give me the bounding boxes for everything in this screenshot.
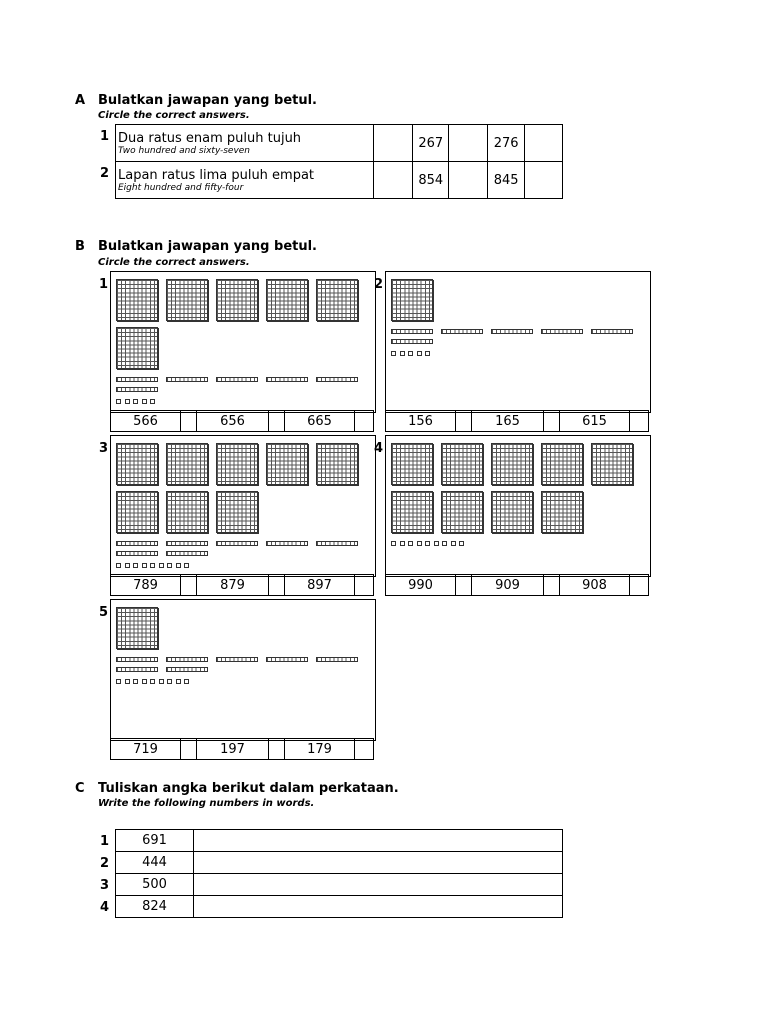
ten-rod-icon [316, 657, 358, 662]
hundred-block-icon [266, 443, 308, 485]
b-option[interactable]: 615 [560, 411, 630, 431]
section-c-subtitle: Write the following numbers in words. [98, 798, 315, 809]
c-answer-field[interactable] [194, 830, 563, 852]
a-question-number: 2 [100, 166, 110, 181]
b-answer-box[interactable] [269, 575, 285, 595]
section-a-table [115, 124, 563, 199]
a-answer-box[interactable] [449, 162, 488, 199]
ten-rod-icon [116, 657, 158, 662]
section-a-subtitle: Circle the correct answers. [98, 110, 250, 121]
hundred-block-icon [216, 443, 258, 485]
ten-rod-icon [216, 541, 258, 546]
one-cube-icon [176, 679, 181, 684]
ten-rod-icon [166, 657, 208, 662]
c-number: 444 [116, 852, 194, 874]
hundred-block-icon [116, 443, 158, 485]
a-option[interactable]: 854 [413, 162, 449, 199]
one-cube-icon [116, 563, 121, 568]
hundred-block-icon [216, 491, 258, 533]
b-question-number: 1 [99, 277, 109, 292]
b-answer-box[interactable] [269, 411, 285, 431]
one-cube-icon [142, 399, 147, 404]
b-answer-box[interactable] [544, 411, 560, 431]
b-option[interactable]: 719 [111, 739, 181, 759]
ten-rod-icon [491, 329, 533, 334]
one-cube-icon [391, 541, 396, 546]
a-row [116, 162, 563, 199]
ten-rod-icon [116, 551, 158, 556]
one-cube-icon [142, 679, 147, 684]
hundred-block-icon [391, 491, 433, 533]
hundred-block-icon [166, 491, 208, 533]
b-question-number: 3 [99, 441, 109, 456]
b-option[interactable]: 156 [386, 411, 456, 431]
hundred-block-icon [166, 279, 208, 321]
b-option[interactable]: 665 [285, 411, 355, 431]
b-option[interactable]: 908 [560, 575, 630, 595]
ten-rod-icon [216, 377, 258, 382]
one-cube-icon [451, 541, 456, 546]
a-malay-text: Lapan ratus lima puluh empat [118, 167, 315, 183]
ten-rod-icon [391, 329, 433, 334]
ten-rod-icon [441, 329, 483, 334]
ten-rod-icon [116, 667, 158, 672]
a-option[interactable]: 276 [488, 125, 525, 162]
b-answer-box[interactable] [544, 575, 560, 595]
ten-rod-icon [216, 657, 258, 662]
c-number: 500 [116, 874, 194, 896]
one-cube-icon [133, 399, 138, 404]
hundred-block-icon [541, 491, 583, 533]
one-cube-icon [425, 351, 430, 356]
hundred-block-icon [441, 443, 483, 485]
c-row [116, 874, 563, 896]
b-answer-box[interactable] [181, 575, 197, 595]
b-answer-box[interactable] [630, 575, 648, 595]
hundred-block-icon [541, 443, 583, 485]
hundred-block-icon [116, 327, 158, 369]
one-cube-icon [434, 541, 439, 546]
one-cube-icon [116, 679, 121, 684]
one-cube-icon [425, 541, 430, 546]
one-cube-icon [442, 541, 447, 546]
one-cube-icon [417, 351, 422, 356]
b-answer-box[interactable] [630, 411, 648, 431]
ten-rod-icon [116, 541, 158, 546]
a-row [116, 125, 563, 162]
hundred-block-icon [316, 443, 358, 485]
b-option[interactable]: 990 [386, 575, 456, 595]
one-cube-icon [125, 563, 130, 568]
one-cube-icon [408, 351, 413, 356]
ten-rod-icon [266, 541, 308, 546]
c-row [116, 852, 563, 874]
ten-rod-icon [266, 377, 308, 382]
one-cube-icon [125, 399, 130, 404]
c-question-number: 4 [100, 900, 110, 915]
section-a-title: Bulatkan jawapan yang betul. [98, 93, 317, 108]
ten-rod-icon [116, 377, 158, 382]
one-cube-icon [459, 541, 464, 546]
ten-rod-icon [591, 329, 633, 334]
one-cube-icon [159, 563, 164, 568]
b-answer-box[interactable] [269, 739, 285, 759]
one-cube-icon [391, 351, 396, 356]
hundred-block-icon [166, 443, 208, 485]
ten-rod-icon [116, 387, 158, 392]
ten-rod-icon [166, 667, 208, 672]
one-cube-icon [133, 679, 138, 684]
b-option[interactable]: 165 [472, 411, 544, 431]
b-answer-box[interactable] [181, 411, 197, 431]
b-option[interactable]: 789 [111, 575, 181, 595]
a-answer-box[interactable] [525, 125, 563, 162]
b-answer-row [110, 410, 374, 432]
hundred-block-icon [116, 279, 158, 321]
a-option[interactable]: 267 [413, 125, 449, 162]
c-question-number: 1 [100, 834, 110, 849]
ten-rod-icon [316, 377, 358, 382]
one-cube-icon [150, 399, 155, 404]
ten-rod-icon [541, 329, 583, 334]
one-cube-icon [125, 679, 130, 684]
one-cube-icon [116, 399, 121, 404]
hundred-block-icon [391, 279, 433, 321]
a-malay-text: Dua ratus enam puluh tujuh [118, 130, 302, 146]
b-option[interactable]: 566 [111, 411, 181, 431]
b-answer-box[interactable] [456, 575, 472, 595]
a-answer-box[interactable] [374, 125, 413, 162]
b-option[interactable]: 897 [285, 575, 355, 595]
b-question-number: 4 [374, 441, 384, 456]
c-number: 691 [116, 830, 194, 852]
hundred-block-icon [391, 443, 433, 485]
hundred-block-icon [266, 279, 308, 321]
ten-rod-icon [166, 551, 208, 556]
c-row [116, 896, 563, 918]
b-answer-box[interactable] [355, 411, 373, 431]
one-cube-icon [150, 679, 155, 684]
b-option[interactable]: 879 [197, 575, 269, 595]
c-answer-field[interactable] [194, 896, 563, 918]
b-answer-box[interactable] [355, 575, 373, 595]
hundred-block-icon [116, 491, 158, 533]
a-english-text: Two hundred and sixty-seven [118, 145, 251, 156]
c-question-number: 3 [100, 878, 110, 893]
b-answer-box[interactable] [355, 739, 373, 759]
c-answer-field[interactable] [194, 852, 563, 874]
a-answer-box[interactable] [449, 125, 488, 162]
c-answer-field[interactable] [194, 874, 563, 896]
b-option[interactable]: 197 [197, 739, 269, 759]
section-b-title: Bulatkan jawapan yang betul. [98, 239, 317, 254]
b-option[interactable]: 179 [285, 739, 355, 759]
b-question-number: 5 [99, 605, 109, 620]
b-answer-box[interactable] [181, 739, 197, 759]
one-cube-icon [184, 563, 189, 568]
c-row [116, 830, 563, 852]
b-option[interactable]: 909 [472, 575, 544, 595]
one-cube-icon [184, 679, 189, 684]
b-answer-row [110, 574, 374, 596]
section-c-title: Tuliskan angka berikut dalam perkataan. [98, 781, 399, 796]
one-cube-icon [133, 563, 138, 568]
hundred-block-icon [491, 443, 533, 485]
one-cube-icon [167, 563, 172, 568]
one-cube-icon [150, 563, 155, 568]
hundred-block-icon [591, 443, 633, 485]
b-question-number: 2 [374, 277, 384, 292]
ten-rod-icon [391, 339, 433, 344]
hundred-block-icon [116, 607, 158, 649]
one-cube-icon [400, 351, 405, 356]
a-question-number: 1 [100, 129, 110, 144]
a-english-text: Eight hundred and fifty-four [118, 182, 244, 193]
hundred-block-icon [491, 491, 533, 533]
one-cube-icon [167, 679, 172, 684]
one-cube-icon [159, 679, 164, 684]
a-option[interactable]: 845 [488, 162, 525, 199]
one-cube-icon [417, 541, 422, 546]
c-question-number: 2 [100, 856, 110, 871]
section-b-letter: B [75, 239, 85, 254]
b-answer-row [385, 410, 649, 432]
b-answer-box[interactable] [456, 411, 472, 431]
one-cube-icon [400, 541, 405, 546]
ten-rod-icon [166, 541, 208, 546]
one-cube-icon [142, 563, 147, 568]
section-a-letter: A [75, 93, 86, 108]
section-c-table [115, 829, 563, 918]
one-cube-icon [176, 563, 181, 568]
a-answer-box[interactable] [525, 162, 563, 199]
hundred-block-icon [216, 279, 258, 321]
hundred-block-icon [441, 491, 483, 533]
hundred-block-icon [316, 279, 358, 321]
ten-rod-icon [166, 377, 208, 382]
a-answer-box[interactable] [374, 162, 413, 199]
ten-rod-icon [266, 657, 308, 662]
b-answer-row [385, 574, 649, 596]
b-option[interactable]: 656 [197, 411, 269, 431]
b-answer-row [110, 738, 374, 760]
ten-rod-icon [316, 541, 358, 546]
section-c-letter: C [75, 781, 85, 796]
section-b-subtitle: Circle the correct answers. [98, 257, 250, 268]
c-number: 824 [116, 896, 194, 918]
one-cube-icon [408, 541, 413, 546]
